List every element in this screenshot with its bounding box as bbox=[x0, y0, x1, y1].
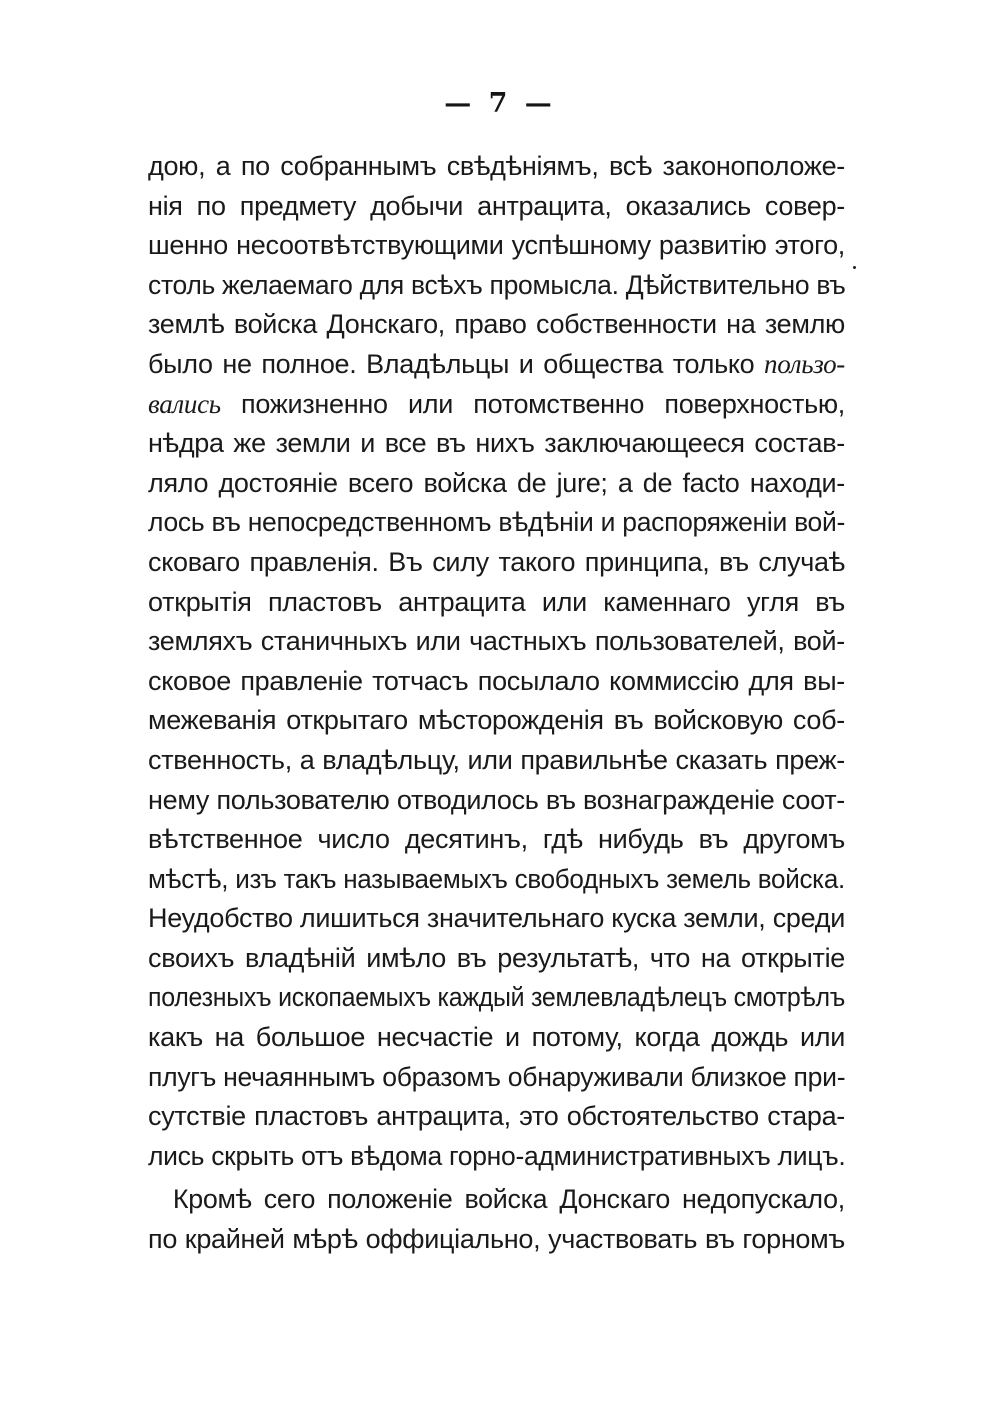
text-line: сковое правленіе тотчасъ посылало коммиссію для вы- bbox=[148, 665, 845, 696]
italic-emphasis: пользо- bbox=[764, 348, 845, 379]
text-line: нѣдра же земли и все въ нихъ заключающееся состав- bbox=[148, 428, 845, 459]
text-line: нему пользователю отводилось въ вознагражденіе соот- bbox=[148, 784, 845, 815]
paragraph-1 bbox=[148, 147, 845, 1176]
paragraph-2 bbox=[148, 1180, 845, 1259]
text-line: земляхъ станичныхъ или частныхъ пользователей, вой- bbox=[148, 626, 845, 657]
text-line: землѣ войска Донскаго, право собственности на землю bbox=[148, 309, 845, 340]
text-line: открытія пластовъ антрацита или каменнаго угля въ bbox=[148, 586, 845, 617]
body-text bbox=[148, 147, 845, 1260]
text-line: Неудобство лишиться значительнаго куска земли, среди bbox=[148, 903, 845, 934]
text-line: нія по предмету добычи антрацита, оказались совер- bbox=[148, 190, 845, 221]
italic-emphasis: вались bbox=[148, 388, 221, 419]
text-span: пожизненно или потомственно поверхностью, bbox=[220, 388, 845, 419]
text-line bbox=[148, 345, 845, 385]
text-line: какъ на большое несчастіе и потому, когда дождь или bbox=[148, 1022, 845, 1053]
scan-speck bbox=[853, 266, 856, 269]
text-line: лось въ непосредственномъ вѣдѣніи и распоряженіи вой- bbox=[148, 507, 845, 538]
text-line: лись скрыть отъ вѣдома горно-административныхъ лицъ. bbox=[148, 1140, 846, 1171]
text-line: шенно несоотвѣтствующими успѣшному развитію этого, bbox=[148, 230, 845, 261]
text-line: мѣстѣ, изъ такъ называемыхъ свободныхъ земель войска. bbox=[148, 863, 845, 894]
text-line bbox=[148, 385, 845, 425]
text-line: сковаго правленія. Въ силу такого принципа, въ случаѣ bbox=[148, 546, 845, 577]
page-number: — 7 — bbox=[444, 88, 556, 119]
text-line: полезныхъ ископаемыхъ каждый землевладѣлецъ смотрѣлъ bbox=[148, 982, 846, 1013]
text-line: столь желаемаго для всѣхъ промысла. Дѣйствительно въ bbox=[148, 269, 846, 300]
text-span: было не полное. Владѣльцы и общества только bbox=[148, 348, 765, 379]
text-line: дою, а по собраннымъ свѣдѣніямъ, всѣ законоположе- bbox=[148, 151, 845, 181]
text-line: межеванія открытаго мѣсторожденія въ войсковую соб- bbox=[148, 705, 845, 736]
text-line: по крайней мѣрѣ оффиціально, участвовать въ горномъ bbox=[148, 1224, 845, 1255]
text-line: плугъ нечаяннымъ образомъ обнаруживали близкое при- bbox=[148, 1061, 846, 1092]
text-line: Кромѣ сего положеніе войска Донскаго недопускало, bbox=[172, 1184, 845, 1215]
text-line: ственность, а владѣльцу, или правильнѣе сказать преж- bbox=[148, 744, 845, 775]
text-line: своихъ владѣній имѣло въ результатѣ, что на открытіе bbox=[148, 942, 845, 973]
text-line: сутствіе пластовъ антрацита, это обстоятельство стара- bbox=[148, 1101, 845, 1132]
text-line: вѣтственное число десятинъ, гдѣ нибудь въ другомъ bbox=[148, 824, 845, 855]
text-line: ляло достояніе всего войска de jure; а de facto находи- bbox=[148, 467, 845, 498]
